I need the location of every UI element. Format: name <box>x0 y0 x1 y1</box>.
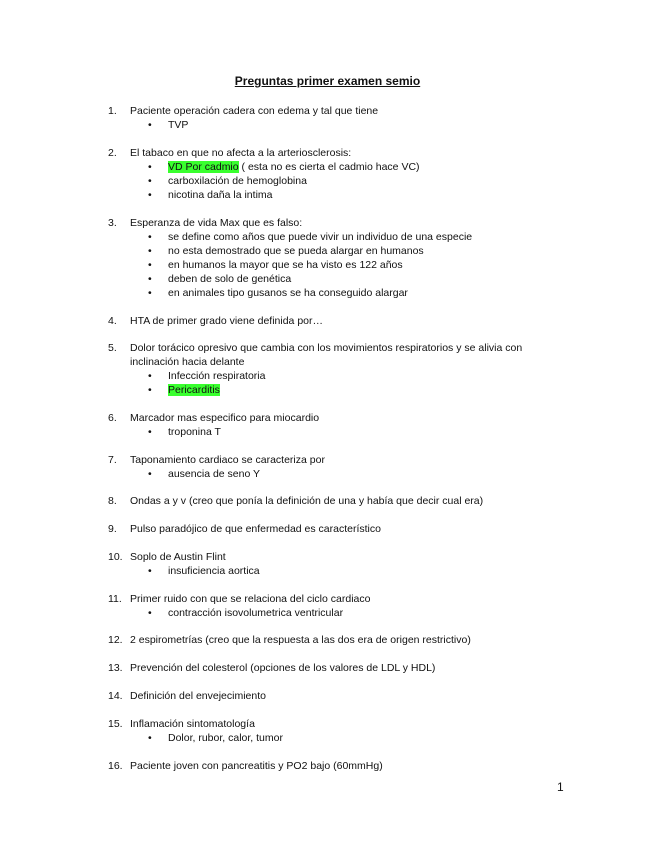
question-number: 6. <box>108 412 117 424</box>
question-16 <box>108 759 383 773</box>
question-9 <box>108 522 381 536</box>
question-number: 3. <box>108 217 117 229</box>
option-text: Dolor, rubor, calor, tumor <box>168 732 283 744</box>
option-item <box>148 286 408 300</box>
option-text: insuficiencia aortica <box>168 565 260 577</box>
option-item <box>148 369 265 383</box>
question-number: 7. <box>108 454 117 466</box>
bullet-icon: • <box>148 273 152 285</box>
option-text: carboxilación de hemoglobina <box>168 175 307 187</box>
question-10 <box>108 550 226 564</box>
question-8 <box>108 494 483 508</box>
question-1 <box>108 104 378 118</box>
question-text: 2 espirometrías (creo que la respuesta a las dos era de origen restrictivo) <box>130 634 471 646</box>
question-4 <box>108 314 323 328</box>
question-number: 14. <box>108 690 123 702</box>
option-text: deben de solo de genética <box>168 273 292 285</box>
question-6 <box>108 411 319 425</box>
bullet-icon: • <box>148 259 152 271</box>
bullet-icon: • <box>148 370 152 382</box>
question-7 <box>108 453 325 467</box>
bullet-icon: • <box>148 231 152 243</box>
question-text: Paciente joven con pancreatitis y PO2 bajo (60mmHg) <box>130 760 383 772</box>
question-14 <box>108 689 266 703</box>
question-number: 12. <box>108 634 123 646</box>
question-number: 9. <box>108 523 117 535</box>
question-text: Pulso paradójico de que enfermedad es característico <box>130 523 381 535</box>
question-5 <box>108 341 550 369</box>
question-number: 8. <box>108 495 117 507</box>
option-item <box>148 467 260 481</box>
question-text: Ondas a y v (creo que ponía la definición de una y había que decir cual era) <box>130 495 484 507</box>
option-text: en animales tipo gusanos se ha conseguido alargar <box>168 287 408 299</box>
question-text: Soplo de Austin Flint <box>130 551 226 563</box>
question-2 <box>108 146 351 160</box>
option-text: ( esta no es cierta el cadmio hace VC) <box>238 161 420 173</box>
question-number: 4. <box>108 315 117 327</box>
option-item <box>148 160 420 174</box>
question-12 <box>108 633 471 647</box>
option-text: Infección respiratoria <box>168 370 266 382</box>
question-text: Paciente operación cadera con edema y tal que tiene <box>130 105 379 117</box>
question-15 <box>108 717 255 731</box>
question-text: Esperanza de vida Max que es falso: <box>130 217 303 229</box>
question-number: 11. <box>108 593 122 605</box>
option-text: en humanos la mayor que se ha visto es 122 años <box>168 259 403 271</box>
question-text: HTA de primer grado viene definida por… <box>130 315 323 327</box>
bullet-icon: • <box>148 426 152 438</box>
option-item <box>148 383 220 397</box>
question-number: 10. <box>108 551 123 563</box>
question-text: Inflamación sintomatología <box>130 718 255 730</box>
bullet-icon: • <box>148 384 152 396</box>
question-number: 1. <box>108 105 117 117</box>
highlighted-answer: VD Por cadmio <box>168 161 239 173</box>
question-number: 5. <box>108 342 117 354</box>
option-text: nicotina daña la intima <box>168 189 273 201</box>
option-item <box>148 230 472 244</box>
highlighted-answer: Pericarditis <box>168 384 220 396</box>
bullet-icon: • <box>148 565 152 577</box>
bullet-icon: • <box>148 189 152 201</box>
option-item <box>148 188 272 202</box>
question-text: Primer ruido con que se relaciona del ciclo cardiaco <box>130 593 371 605</box>
question-number: 16. <box>108 760 123 772</box>
option-item <box>148 174 307 188</box>
option-item <box>148 118 188 132</box>
question-number: 13. <box>108 662 123 674</box>
option-text: se define como años que puede vivir un individuo de una especie <box>168 231 473 243</box>
question-number: 15. <box>108 718 123 730</box>
option-item <box>148 606 343 620</box>
question-11 <box>108 592 370 606</box>
bullet-icon: • <box>148 468 152 480</box>
option-item <box>148 425 221 439</box>
bullet-icon: • <box>148 607 152 619</box>
bullet-icon: • <box>148 287 152 299</box>
bullet-icon: • <box>148 119 152 131</box>
option-item <box>148 258 403 272</box>
option-item <box>148 272 291 286</box>
question-text: Definición del envejecimiento <box>130 690 266 702</box>
question-text: El tabaco en que no afecta a la arteriosclerosis: <box>130 147 352 159</box>
bullet-icon: • <box>148 175 152 187</box>
question-text: Prevención del colesterol (opciones de los valores de LDL y HDL) <box>130 662 436 674</box>
question-text: Taponamiento cardiaco se caracteriza por <box>130 454 325 466</box>
option-item <box>148 564 260 578</box>
question-3 <box>108 216 302 230</box>
question-text: Marcador mas especifico para miocardio <box>130 412 320 424</box>
page-title: Preguntas primer examen semio <box>234 74 421 88</box>
bullet-icon: • <box>148 161 152 173</box>
question-text: Dolor torácico opresivo que cambia con los movimientos respiratorios y se alivia con inclinación hacia delante <box>130 342 523 368</box>
option-text: ausencia de seno Y <box>168 468 261 480</box>
option-text: TVP <box>168 119 189 131</box>
bullet-icon: • <box>148 732 152 744</box>
question-13 <box>108 661 435 675</box>
page-number: 1 <box>557 780 564 794</box>
option-text: contracción isovolumetrica ventricular <box>168 607 344 619</box>
option-text: troponina T <box>168 426 221 438</box>
option-item <box>148 244 424 258</box>
question-number: 2. <box>108 147 117 159</box>
option-item <box>148 731 283 745</box>
bullet-icon: • <box>148 245 152 257</box>
option-text: no esta demostrado que se pueda alargar en humanos <box>168 245 424 257</box>
